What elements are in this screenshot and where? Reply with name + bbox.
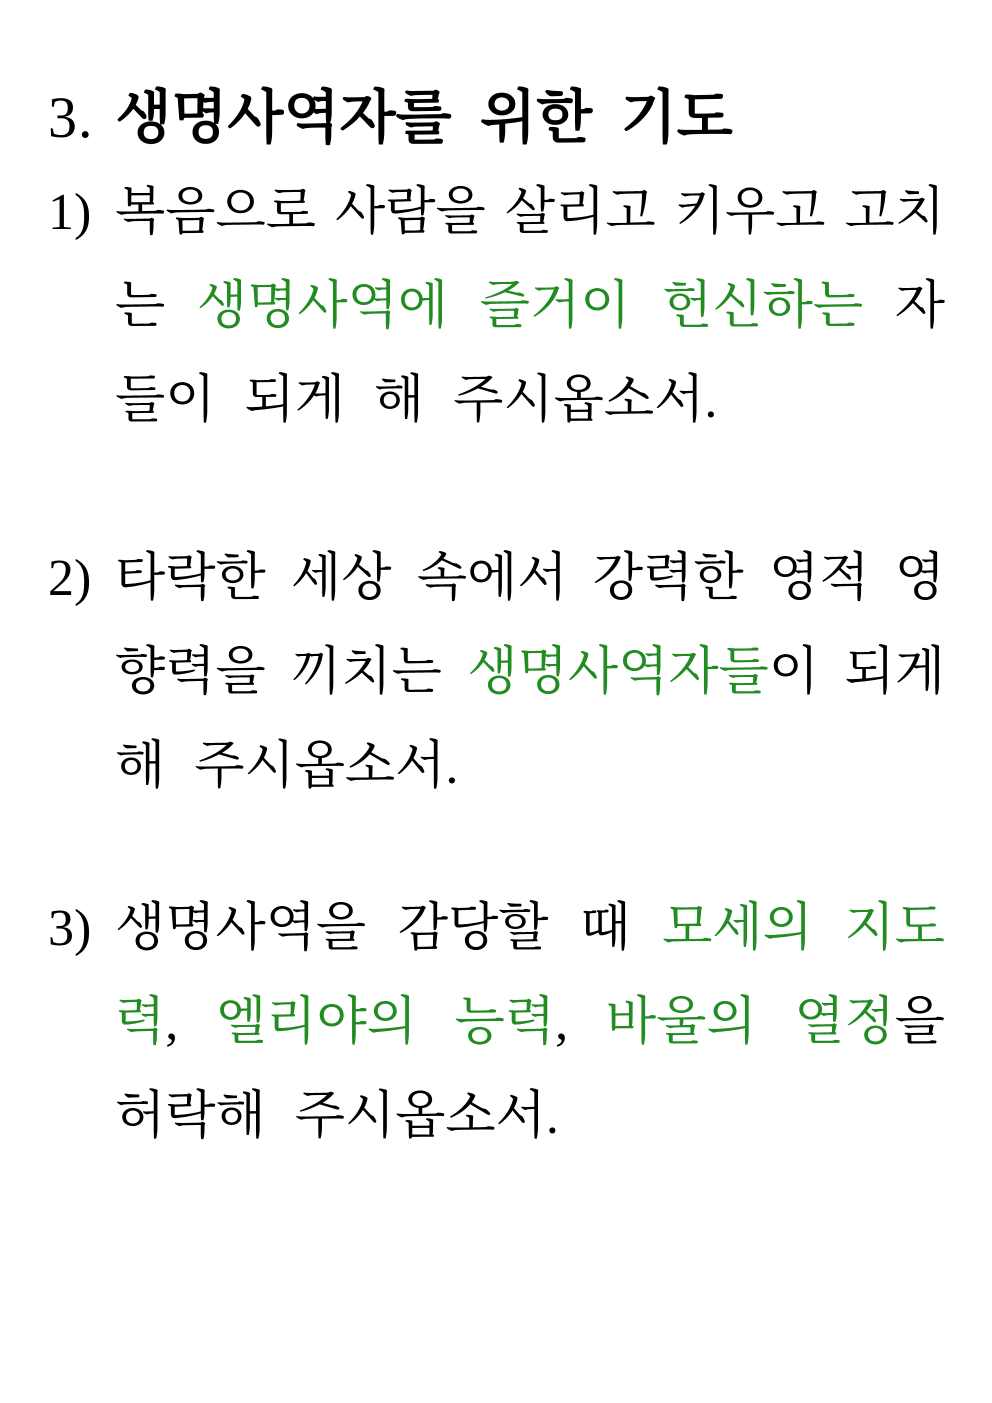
- text-line: [115, 1070, 945, 1164]
- section-title: [48, 70, 945, 166]
- item-number: 3): [48, 900, 92, 957]
- text-segment: 향력을 끼치는: [115, 644, 468, 701]
- text-line: [115, 354, 945, 448]
- text-line: [115, 532, 945, 626]
- text-segment: 들이 되게 해 주시옵소서.: [115, 372, 718, 429]
- text-segment: 이 되게: [768, 644, 945, 701]
- section-number: 3.: [48, 85, 94, 150]
- text-segment: 는: [115, 278, 197, 335]
- text-segment: 자: [863, 278, 945, 335]
- text-segment: ,: [555, 994, 606, 1051]
- section-title-text: 생명사역자를 위한 기도: [115, 85, 733, 150]
- text-segment: 타락한 세상 속에서 강력한 영적 영: [115, 550, 945, 607]
- prayer-list: [48, 166, 945, 1164]
- highlighted-text: 바울의 열정: [605, 994, 895, 1051]
- prayer-item: [48, 166, 945, 448]
- prayer-item: [48, 532, 945, 814]
- item-number: 2): [48, 550, 92, 607]
- text-segment: 허락해 주시옵소서.: [115, 1088, 559, 1145]
- text-line: [115, 720, 945, 814]
- highlighted-text: 생명사역자들: [467, 644, 769, 701]
- highlighted-text: 생명사역에 즐거이 헌신하는: [196, 278, 864, 335]
- highlighted-text: 모세의 지도: [662, 900, 945, 957]
- text-line: [115, 976, 945, 1070]
- highlighted-text: 력: [115, 994, 166, 1051]
- text-segment: 해 주시옵소서.: [115, 738, 459, 795]
- item-number: 1): [48, 184, 92, 241]
- text-segment: ,: [165, 994, 216, 1051]
- text-segment: 생명사역을 감당할 때: [115, 900, 663, 957]
- text-line: [115, 260, 945, 354]
- highlighted-text: 엘리야의 능력: [215, 994, 556, 1051]
- text-line: [115, 882, 945, 976]
- prayer-item: [48, 882, 945, 1164]
- text-segment: 복음으로 사람을 살리고 키우고 고치: [115, 184, 945, 241]
- text-segment: 을: [894, 994, 946, 1051]
- text-line: [115, 166, 945, 260]
- text-line: [115, 626, 945, 720]
